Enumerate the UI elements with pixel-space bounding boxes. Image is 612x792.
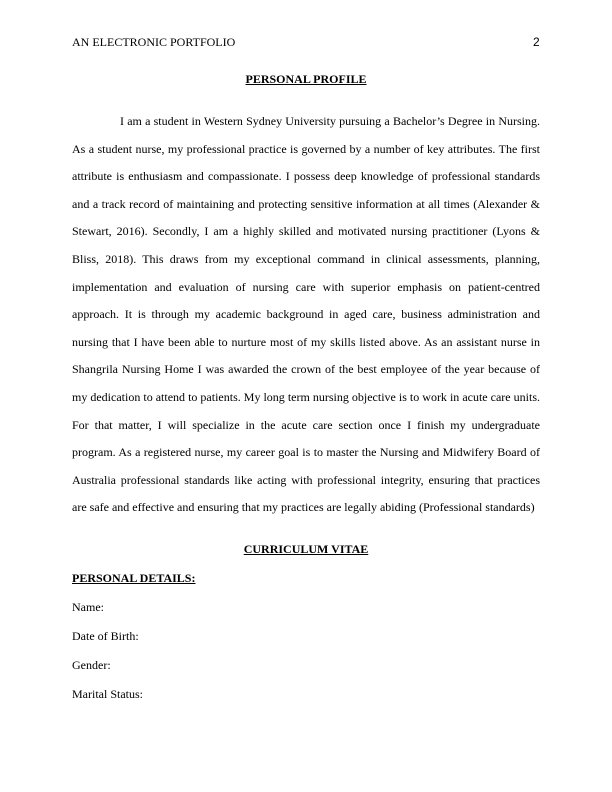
paragraph-line: Bliss, 2018). This draws from my exceptional command in clinical assessments, planning,: [72, 252, 540, 266]
paragraph-line: As a student nurse, my professional practice is governed by a number of key attributes. The first: [72, 141, 540, 156]
paragraph-line: I am a student in Western Sydney University pursuing a Bachelor’s Degree in Nursing.: [120, 114, 540, 128]
paragraph-line: and a track record of maintaining and protecting sensitive information at all times (Alexander &: [72, 196, 540, 211]
paragraph-line: nursing that I have been able to nurture most of my skills listed above. As an assistant nurse in: [72, 334, 540, 349]
running-head: AN ELECTRONIC PORTFOLIO: [72, 35, 236, 49]
personal-details-heading: PERSONAL DETAILS:: [72, 571, 196, 585]
section-title-curriculum-vitae: CURRICULUM VITAE: [243, 542, 369, 556]
paragraph-line: Shangrila Nursing Home I was awarded the crown of the best employee of the year because of: [72, 362, 540, 377]
paragraph-line: attribute is enthusiasm and compassionate. I possess deep knowledge of professional standards: [72, 169, 540, 184]
field-date-of-birth: Date of Birth:: [72, 629, 139, 643]
paragraph-line: implementation and evaluation of nursing care with superior emphasis on patient-centred: [72, 279, 540, 294]
paragraph-line: For that matter, I will specialize in the acute care section once I finish my undergraduate: [72, 417, 540, 432]
field-gender: Gender:: [72, 658, 111, 672]
paragraph-line: program. As a registered nurse, my career goal is to master the Nursing and Midwifery Board of: [72, 445, 540, 460]
paragraph-line: my dedication to attend to patients. My long term nursing objective is to work in acute care units.: [72, 390, 540, 404]
page-number: 2: [533, 35, 540, 49]
field-name: Name:: [72, 600, 104, 614]
field-marital-status: Marital Status:: [72, 687, 143, 701]
section-title-personal-profile: PERSONAL PROFILE: [245, 72, 367, 86]
paragraph-line: Stewart, 2016). Secondly, I am a highly skilled and motivated nursing practitioner (Lyons &: [72, 224, 540, 239]
paragraph-line: are safe and effective and ensuring that my practices are legally abiding (Professional standards): [72, 500, 535, 515]
paragraph-line: Australia professional standards like acting with professional integrity, ensuring that practices: [72, 472, 540, 487]
paragraph-line: approach. It is through my academic background in aged care, business administration and: [72, 307, 540, 322]
